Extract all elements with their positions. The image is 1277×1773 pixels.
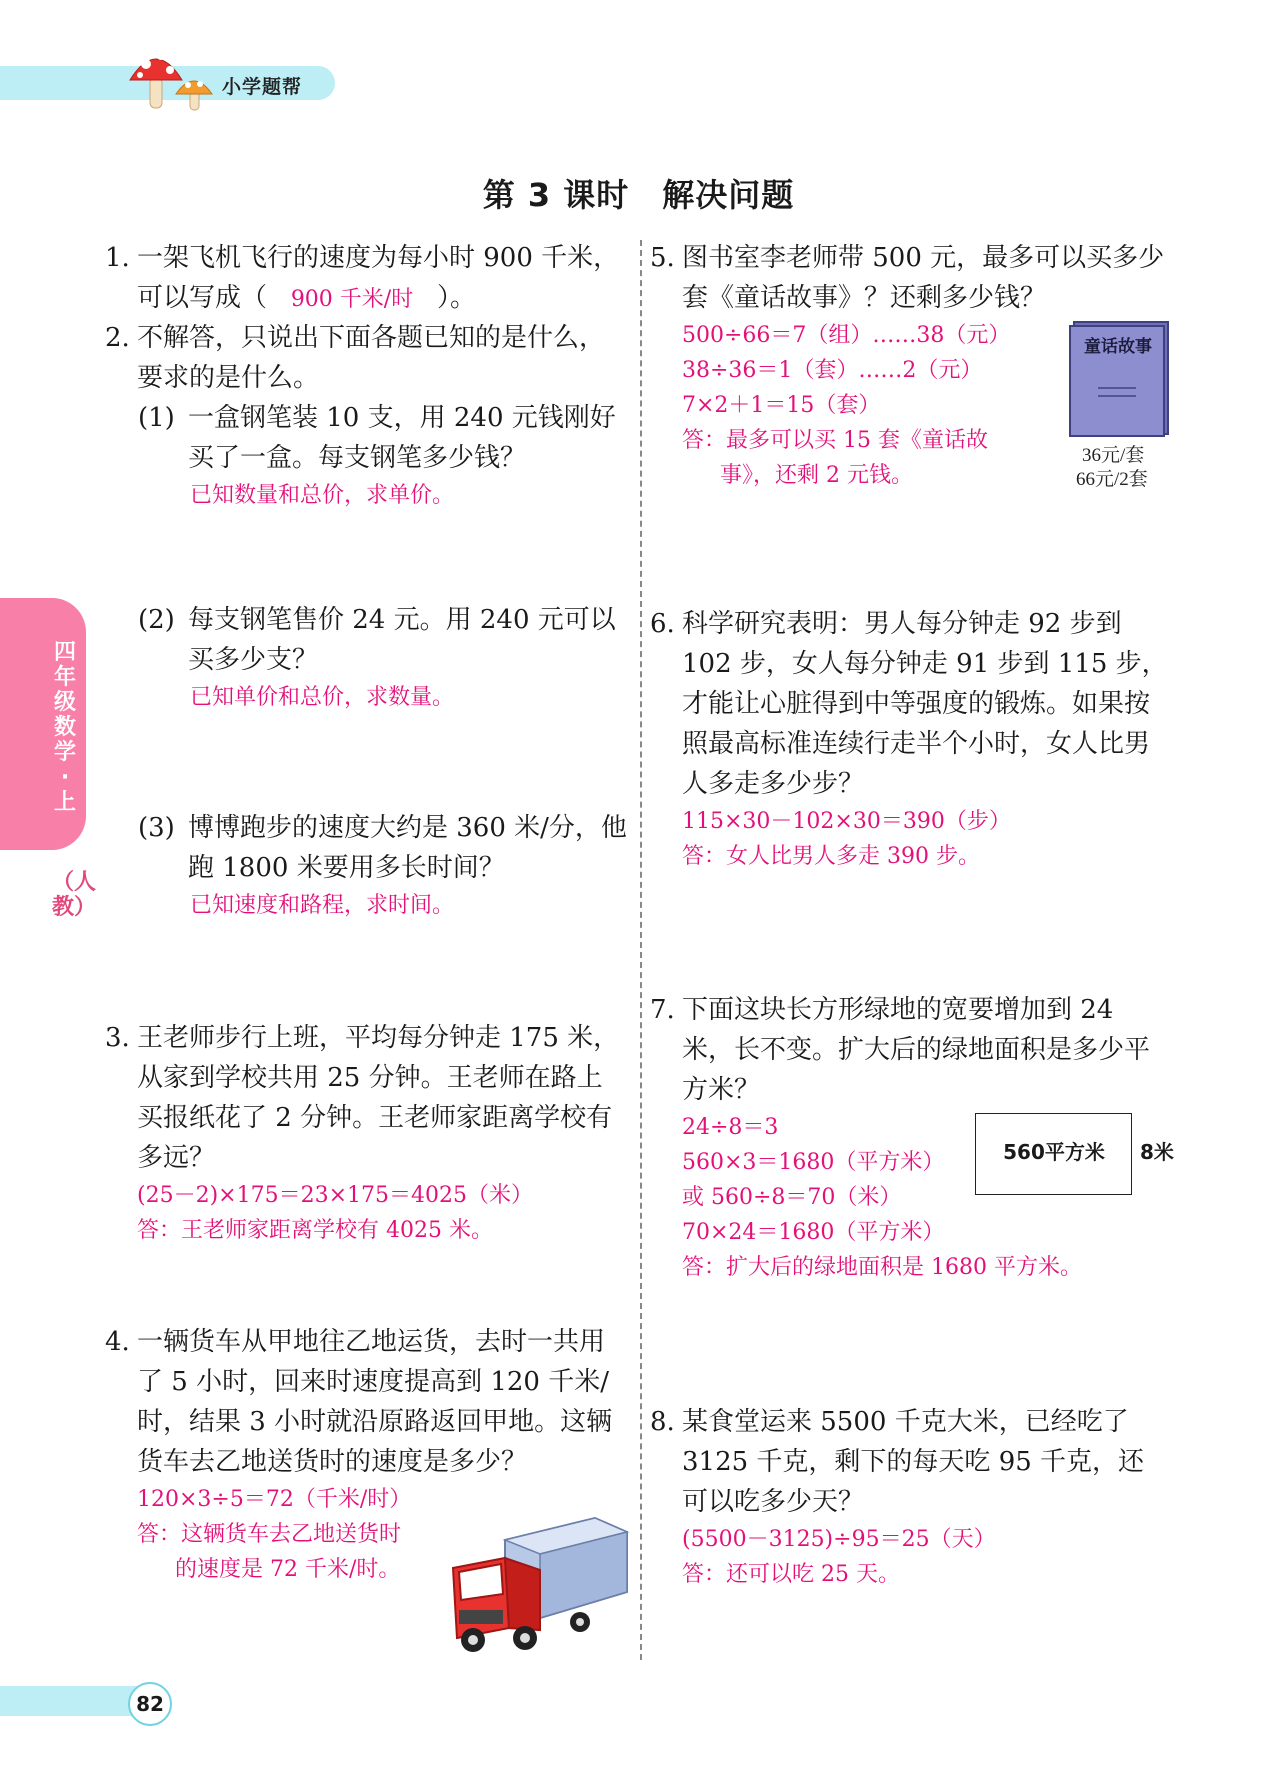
- question-number: 2.: [105, 323, 130, 353]
- answer-line: 或 560÷8＝70（米）: [682, 1185, 902, 1210]
- part-text: 每支钢笔售价 24 元。用 240 元可以买多少支？: [188, 605, 616, 675]
- question-number: 1.: [105, 243, 130, 273]
- answer-line: 答：最多可以买 15 套《童话故: [682, 428, 988, 453]
- rectangle-area-label: 560平方米: [1003, 1140, 1105, 1164]
- book-title: 童话故事: [1084, 337, 1152, 357]
- question-1-answer: 900 千米/时: [290, 287, 414, 312]
- question-number: 5.: [650, 243, 675, 273]
- book-price-single: 36元/套: [1082, 445, 1145, 466]
- question-number: 7.: [650, 995, 675, 1025]
- question-2-part-1: [138, 398, 628, 513]
- part-number: (1): [138, 403, 175, 433]
- question-2: [105, 318, 625, 398]
- answer-line: 答：这辆货车去乙地送货时: [137, 1522, 402, 1547]
- answer-line: 答：女人比男人多走 390 步。: [682, 844, 980, 869]
- page-title: 第 3 课时 解决问题: [482, 176, 795, 214]
- answer-line: 500÷66＝7（组）……38（元）: [682, 323, 1011, 348]
- question-text: 不解答，只说出下面各题已知的是什么，要求的是什么。: [137, 323, 606, 393]
- question-1: [105, 238, 625, 320]
- question-8: [650, 1402, 1170, 1592]
- question-text: 图书室李老师带 500 元，最多可以买多少套《童话故事》？还剩多少钱？: [682, 243, 1165, 313]
- answer-line: 120×3÷5＝72（千米/时）: [137, 1487, 412, 1512]
- question-3: [105, 1018, 625, 1248]
- part-answer: 已知速度和路程，求时间。: [190, 893, 455, 918]
- answer-line: 事》，还剩 2 元钱。: [720, 463, 913, 488]
- part-answer: 已知单价和总价，求数量。: [190, 685, 455, 710]
- part-number: (2): [138, 605, 175, 635]
- column-divider: [640, 240, 642, 1660]
- question-text: 一架飞机飞行的速度为每小时 900 千米，可以写成（: [137, 243, 620, 313]
- question-number: 6.: [650, 609, 675, 639]
- question-number: 4.: [105, 1327, 130, 1357]
- answer-line: 115×30－102×30＝390（步）: [682, 809, 1011, 834]
- answer-line: (25－2)×175＝23×175＝4025（米）: [137, 1183, 533, 1208]
- brand-name: 小学题帮: [222, 76, 303, 98]
- answer-line: 答：扩大后的绿地面积是 1680 平方米。: [682, 1255, 1082, 1280]
- answer-line: 的速度是 72 千米/时。: [175, 1557, 401, 1582]
- answer-line: 70×24＝1680（平方米）: [682, 1220, 945, 1245]
- question-text: 某食堂运来 5500 千克大米，已经吃了 3125 千克，剩下的每天吃 95 千克，还可以吃多少天？: [682, 1407, 1145, 1517]
- question-number: 8.: [650, 1407, 675, 1437]
- book-price-double: 66元/2套: [1076, 469, 1148, 490]
- rectangle-width-label: 8米: [1140, 1140, 1174, 1164]
- question-text-end: ）。: [437, 283, 477, 313]
- question-2-part-3: [138, 808, 628, 923]
- answer-line: 560×3＝1680（平方米）: [682, 1150, 945, 1175]
- answer-line: 答：还可以吃 25 天。: [682, 1562, 900, 1587]
- question-2-part-2: [138, 600, 628, 715]
- question-text: 一辆货车从甲地往乙地运货，去时一共用了 5 小时，回来时速度提高到 120 千米/时，结果 3 小时就沿原路返回甲地。这辆货车去乙地送货时的速度是多少？: [137, 1327, 613, 1477]
- part-number: (3): [138, 813, 175, 843]
- part-answer: 已知数量和总价，求单价。: [190, 483, 455, 508]
- mushroom-logo: [128, 40, 223, 112]
- truck-illustration: [445, 1510, 630, 1655]
- question-number: 3.: [105, 1023, 130, 1053]
- side-tab-edition: （人教）: [52, 870, 97, 920]
- question-6: [650, 604, 1170, 874]
- answer-line: 38÷36＝1（套）……2（元）: [682, 358, 983, 383]
- answer-line: (5500－3125)÷95＝25（天）: [682, 1527, 996, 1552]
- part-text: 博博跑步的速度大约是 360 米/分，他跑 1800 米要用多长时间？: [188, 813, 627, 883]
- answer-line: 7×2＋1＝15（套）: [682, 393, 881, 418]
- question-text: 科学研究表明：男人每分钟走 92 步到 102 步，女人每分钟走 91 步到 115 步，才能让心脏得到中等强度的锻炼。如果按照最高标准连续行走半个小时，女人比男人多走多少步？: [682, 609, 1168, 799]
- part-text: 一盒钢笔装 10 支，用 240 元钱刚好买了一盒。每支钢笔多少钱？: [188, 403, 616, 473]
- answer-line: 答：王老师家距离学校有 4025 米。: [137, 1218, 493, 1243]
- side-tab-label: 四年级数学·上: [53, 640, 76, 815]
- answer-line: 24÷8＝3: [682, 1115, 779, 1140]
- question-text: 王老师步行上班，平均每分钟走 175 米，从家到学校共用 25 分钟。王老师在路上买报纸花了 2 分钟。王老师家距离学校有多远？: [137, 1023, 620, 1173]
- page-number: 82: [128, 1682, 172, 1726]
- question-text: 下面这块长方形绿地的宽要增加到 24 米，长不变。扩大后的绿地面积是多少平方米？: [682, 995, 1151, 1105]
